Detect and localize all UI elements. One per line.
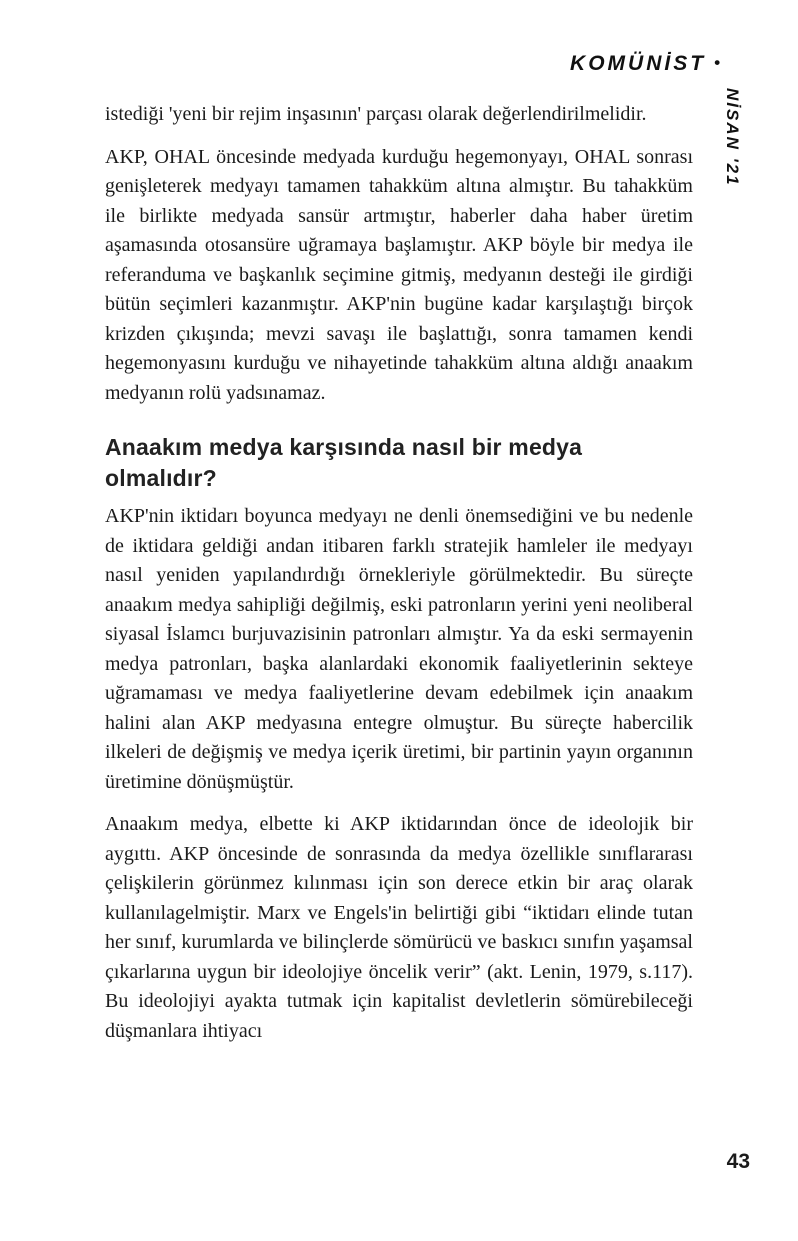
masthead-bullet-icon: • xyxy=(714,53,720,72)
section-heading: Anaakım medya karşısında nasıl bir medya olmalıdır? xyxy=(105,434,583,491)
page-number: 43 xyxy=(726,1150,750,1173)
paragraph: AKP, OHAL öncesinde medyada kurduğu hegemonyayı, OHAL sonrası genişleterek medyayı tamamen tahakküm altına almıştır. Bu tahakküm ile birlikte medyada sansür artmıştır, haberler daha haber üretim aşamasında otosansüre uğramaya başlamıştır. AKP böyle bir medya ile referanduma ve başkanlık seçimine gitmiş, medyanın desteği ile girdiği bütün seçimleri kazanmıştır. AKP'nin bugüne kadar karşılaştığı birçok krizden çıkışında; mevzi savaşı ile başlattığı, sonra tamamen kendi hegemonyasını kurduğu ve nihayetinde tahakküm altına aldığı anaakım medyanın rolü yadsınamaz. xyxy=(105,145,693,404)
paragraph: Anaakım medya, elbette ki AKP iktidarından önce de ideolojik bir aygıttı. AKP öncesinde de sonrasında da medya özellikle sınıflararası çelişkilerin görünmez kılınması için son derece etkin bir araç olarak kullanılagelmiştir. Marx ve Engels'in belirtiği gibi “iktidarı elinde tutan her sınıf, kurumlarda ve bilinçlerde sömürücü ve baskıcı sınıfın yaşamsal çıkarlarına uygun bir ideolojiye öncelik verir” (akt. Lenin, 1979, s.117). Bu ideolojiyi ayakta tutmak için kapitalist devletlerin sömürebileceği düşmanlara ihtiyacı xyxy=(105,813,693,1042)
paragraph: AKP'nin iktidarı boyunca medyayı ne denli önemsediğini ve bu nedenle de iktidara geldiği andan itibaren farklı stratejik hamleler ile medyayı nasıl yeniden yapılandırdığı örnekleriyle görülmektedir. Bu süreçte anaakım medya sahipliği değilmiş, eski patronların yerini yeni neoliberal siyasal İslamcı burjuvazisinin patronları almıştır. Ya da eski sermayenin medya patronları, başka alanlardaki ekonomik faaliyetlerinin sekteye uğramaması ve medya faaliyetlerine devam edebilmek için anaakım halini alan AKP medyasına entegre olmuştur. Bu süreçte habercilik ilkeleri de değişmiş ve medya içerik üretimi, bir partinin yayın organının üretimine dönüşmüştür. xyxy=(105,505,693,793)
journal-masthead xyxy=(570,52,720,76)
paragraph-continuation: istediği 'yeni bir rejim inşasının' parçası olarak değerlendirilmelidir. xyxy=(105,103,647,125)
journal-title: KOMÜNİST xyxy=(570,52,707,75)
article-body xyxy=(105,100,693,1059)
issue-label: NİSAN '21 xyxy=(723,88,742,187)
